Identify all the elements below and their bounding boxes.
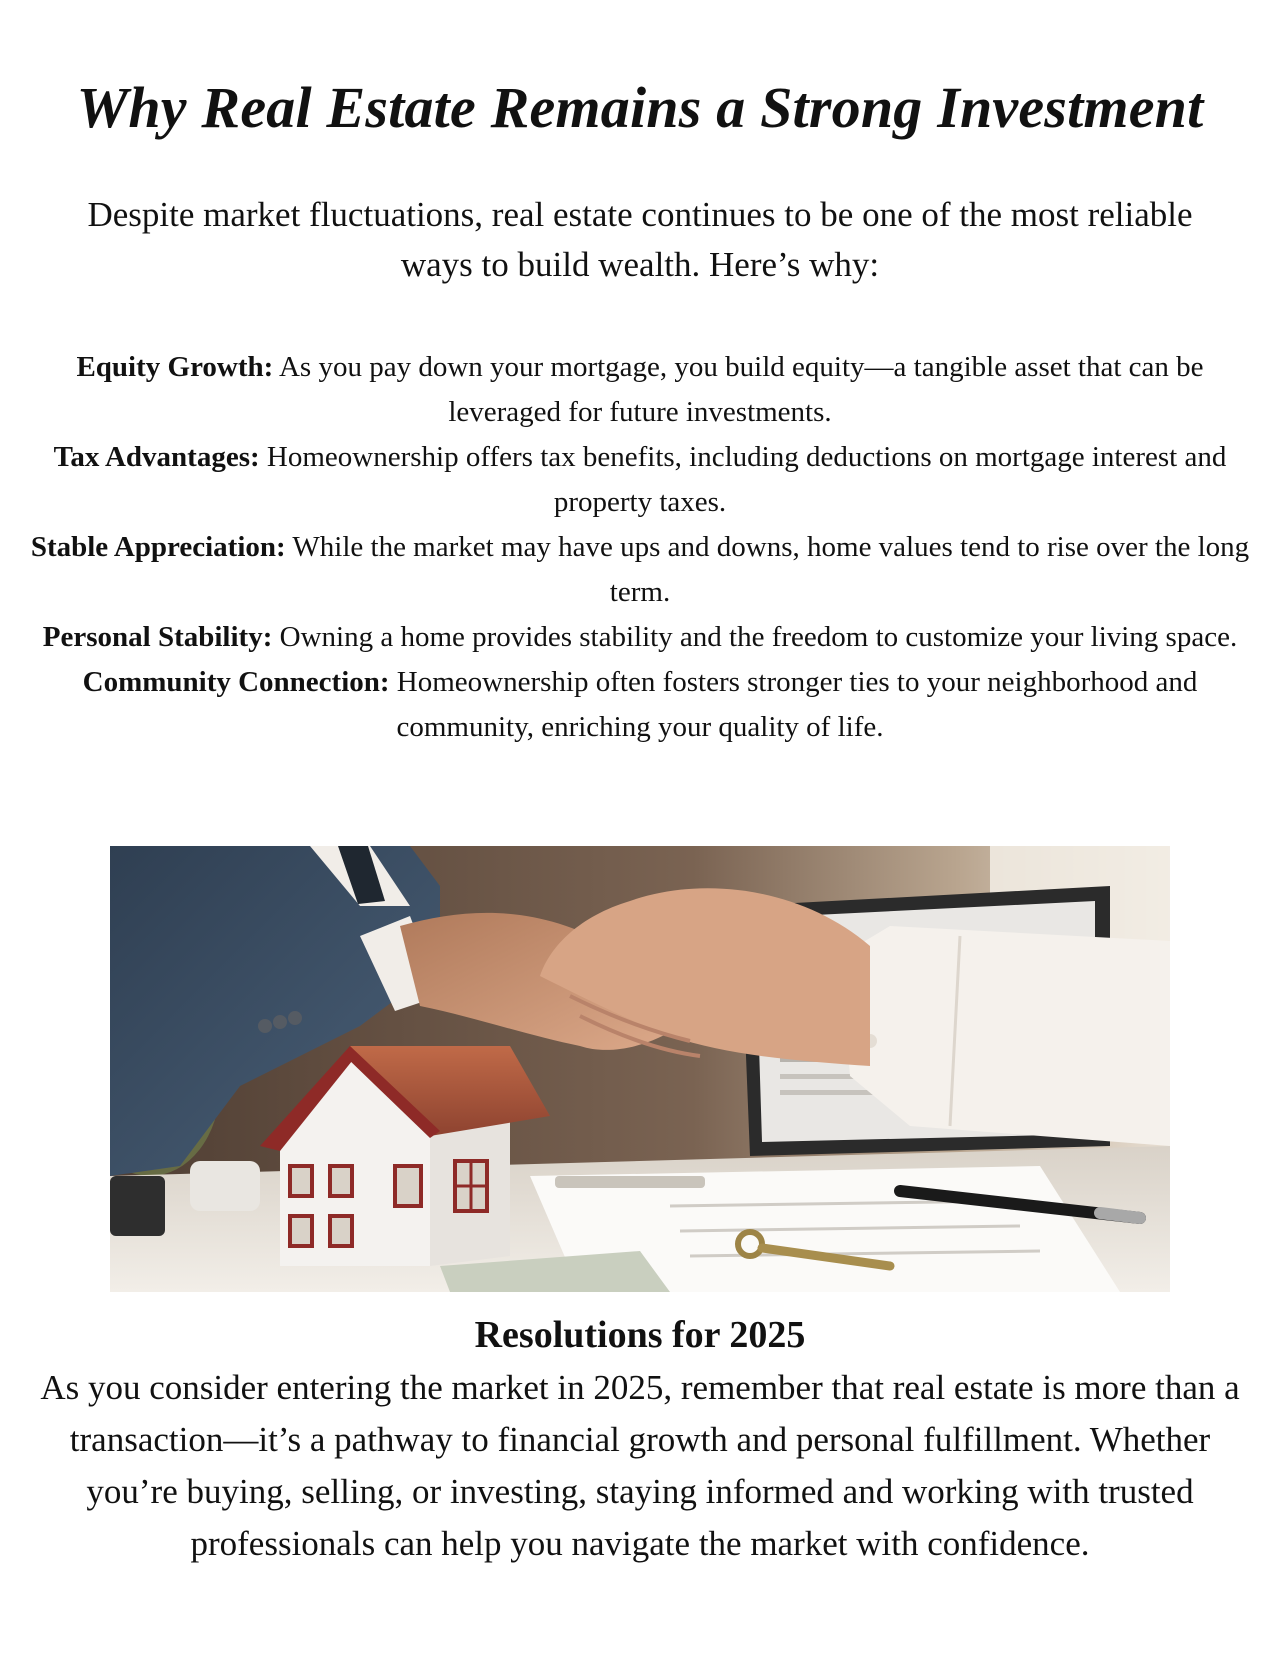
benefit-label: Stable Appreciation: xyxy=(30,531,286,563)
benefit-label: Community Connection: xyxy=(82,666,390,698)
desk-phone xyxy=(190,1161,260,1211)
benefit-text: Homeownership often fosters stronger ties to your neighborhood and community, enriching your quality of life. xyxy=(389,666,1198,743)
page-title: Why Real Estate Remains a Strong Investment xyxy=(76,75,1204,140)
benefit-text: Homeownership offers tax benefits, including deductions on mortgage interest and property taxes. xyxy=(259,441,1227,518)
closing-paragraph: As you consider entering the market in 2025, remember that real estate is more than a transaction—it’s a pathway to financial growth and personal fulfillment. Whether you’re buying, selling, or investing, staying informed and working with trusted professionals can help you navigate the market with confidence. xyxy=(40,1368,1240,1563)
benefit-label: Equity Growth: xyxy=(76,351,274,383)
benefit-text: As you pay down your mortgage, you build equity—a tangible asset that can be leveraged for future investments. xyxy=(273,351,1204,428)
intro-paragraph: Despite market fluctuations, real estate continues to be one of the most reliable ways to build wealth. Here’s why: xyxy=(87,195,1193,284)
photo-illustration xyxy=(110,846,1170,1292)
benefit-community-connection xyxy=(30,660,1250,750)
benefits-list xyxy=(30,345,1250,750)
benefit-label: Personal Stability: xyxy=(42,621,273,653)
benefit-stable-appreciation xyxy=(30,525,1250,615)
resolutions-heading: Resolutions for 2025 xyxy=(474,1314,806,1356)
clipboard-clip xyxy=(555,1176,705,1188)
benefit-personal-stability xyxy=(30,615,1250,660)
benefit-text: While the market may have ups and downs, home values tend to rise over the long term. xyxy=(285,531,1250,608)
benefit-label: Tax Advantages: xyxy=(53,441,260,473)
benefit-tax-advantages xyxy=(30,435,1250,525)
benefit-text: Owning a home provides stability and the freedom to customize your living space. xyxy=(272,621,1238,653)
handshake-house-photo xyxy=(110,846,1170,1292)
desk-stapler xyxy=(110,1176,165,1236)
benefit-equity-growth xyxy=(30,345,1250,435)
